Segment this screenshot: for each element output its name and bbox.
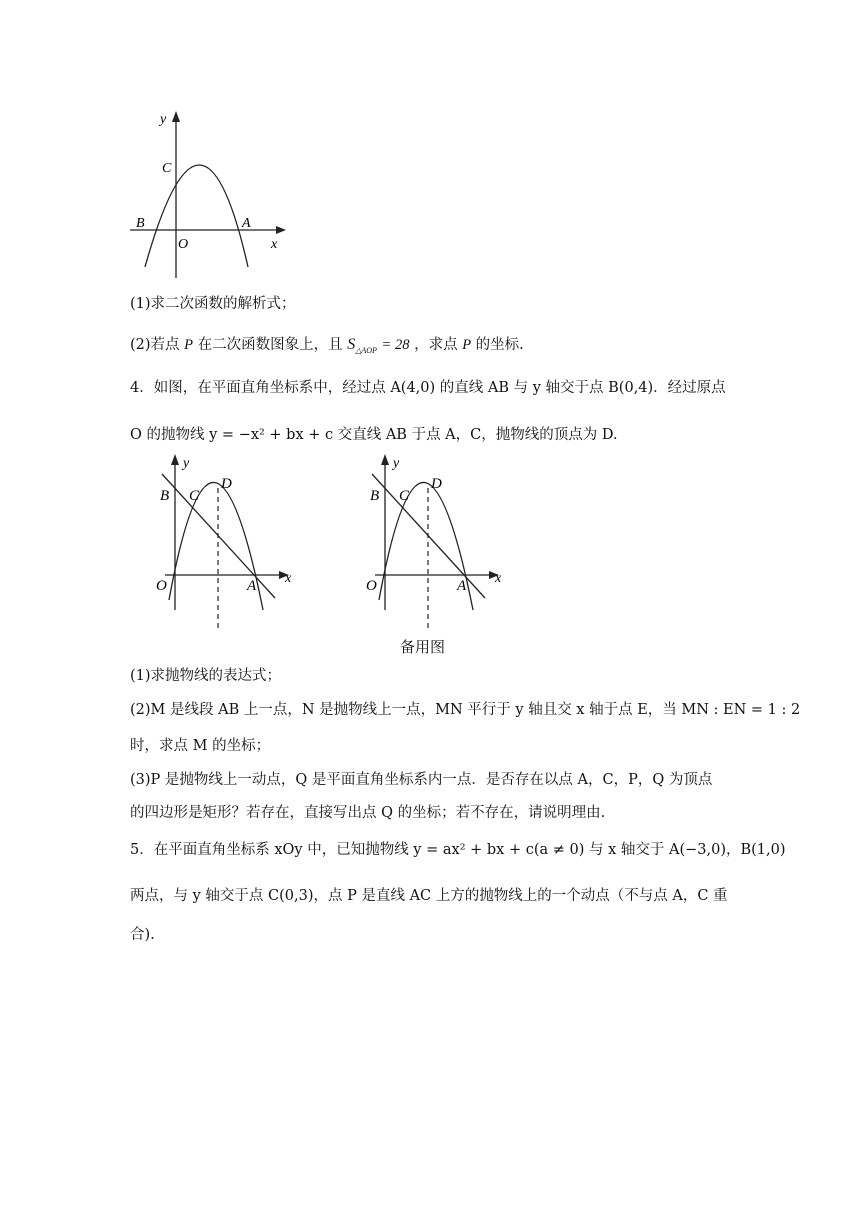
y-axis-arrow-icon: [172, 111, 180, 122]
q4-sub3-line1: (3)P 是抛物线上一动点，Q 是平面直角坐标系内一点．是否存在以点 A，C，P，Q 为顶点: [130, 772, 713, 788]
q3-p2-sub: △AOP: [355, 345, 377, 355]
q3-part1-text: (1)求二次函数的解析式；: [130, 296, 296, 312]
label-y: y: [393, 456, 400, 471]
q3-p2-post: ，求点: [414, 337, 458, 353]
label-A: A: [457, 578, 467, 594]
label-C: C: [399, 488, 410, 504]
q3-p2-eq: = 28: [381, 337, 410, 353]
label-x: x: [285, 571, 292, 586]
label-y: y: [160, 112, 167, 127]
label-y: y: [183, 456, 190, 471]
q4-sub1: (1)求抛物线的表达式；: [130, 668, 282, 684]
q4-line2: O 的抛物线 y = −x² + bx + c 交直线 AB 于点 A，C，抛物线的顶点为 D.: [130, 427, 618, 443]
label-O: O: [156, 578, 167, 594]
q3-part1: [130, 292, 296, 313]
q4-sub3-line2: 的四边形是矩形？若存在，直接写出点 Q 的坐标；若不存在，请说明理由.: [130, 805, 606, 821]
figure-parabola-line-backup: [355, 450, 525, 630]
label-O: O: [178, 237, 189, 252]
q3-p2-P1: P: [184, 337, 194, 353]
figure-parabola-1: [120, 105, 300, 285]
q4-sub2-line1: (2)M 是线段 AB 上一点，N 是抛物线上一点，MN 平行于 y 轴且交 x 轴于点 E，当 MN : EN = 1 : 2: [130, 702, 801, 718]
label-C: C: [162, 161, 172, 176]
y-axis-arrow-icon: [381, 454, 389, 465]
q3-p2-mid: 在二次函数图象上，且: [197, 337, 343, 353]
label-A: A: [247, 578, 257, 594]
label-x: x: [495, 571, 502, 586]
q4-sub2-line2: 时，求点 M 的坐标；: [130, 738, 271, 754]
q3-p2-pre: (2)若点: [130, 337, 180, 353]
q5-line2: 两点，与 y 轴交于点 C(0,3)，点 P 是直线 AC 上方的抛物线上的一个动点（不与点 A，C 重: [130, 888, 728, 904]
q3-p2-P2: P: [462, 337, 472, 353]
label-D: D: [431, 476, 442, 492]
label-A: A: [242, 216, 251, 231]
label-B: B: [370, 488, 380, 504]
backup-figure-caption: 备用图: [400, 638, 446, 656]
y-axis-arrow-icon: [171, 454, 179, 465]
label-O: O: [366, 578, 377, 594]
parabola-curve: [145, 165, 248, 267]
label-B: B: [160, 488, 170, 504]
q5-line3: 合).: [130, 927, 155, 943]
q3-p2-S: S: [347, 336, 356, 353]
x-axis-arrow-icon: [276, 226, 286, 234]
label-x: x: [271, 237, 278, 252]
label-D: D: [221, 476, 232, 492]
q3-part2: [130, 333, 524, 355]
label-C: C: [189, 488, 200, 504]
label-B: B: [136, 216, 145, 231]
q5-line1: 5．在平面直角坐标系 xOy 中，已知抛物线 y = ax² + bx + c(a ≠ 0) 与 x 轴交于 A(−3,0)，B(1,0): [130, 842, 786, 858]
q3-p2-end: 的坐标.: [475, 337, 524, 353]
figure-parabola-line-main: [145, 450, 315, 630]
q4-line1: 4．如图，在平面直角坐标系中，经过点 A(4,0) 的直线 AB 与 y 轴交于点 B(0,4)．经过原点: [130, 380, 726, 396]
